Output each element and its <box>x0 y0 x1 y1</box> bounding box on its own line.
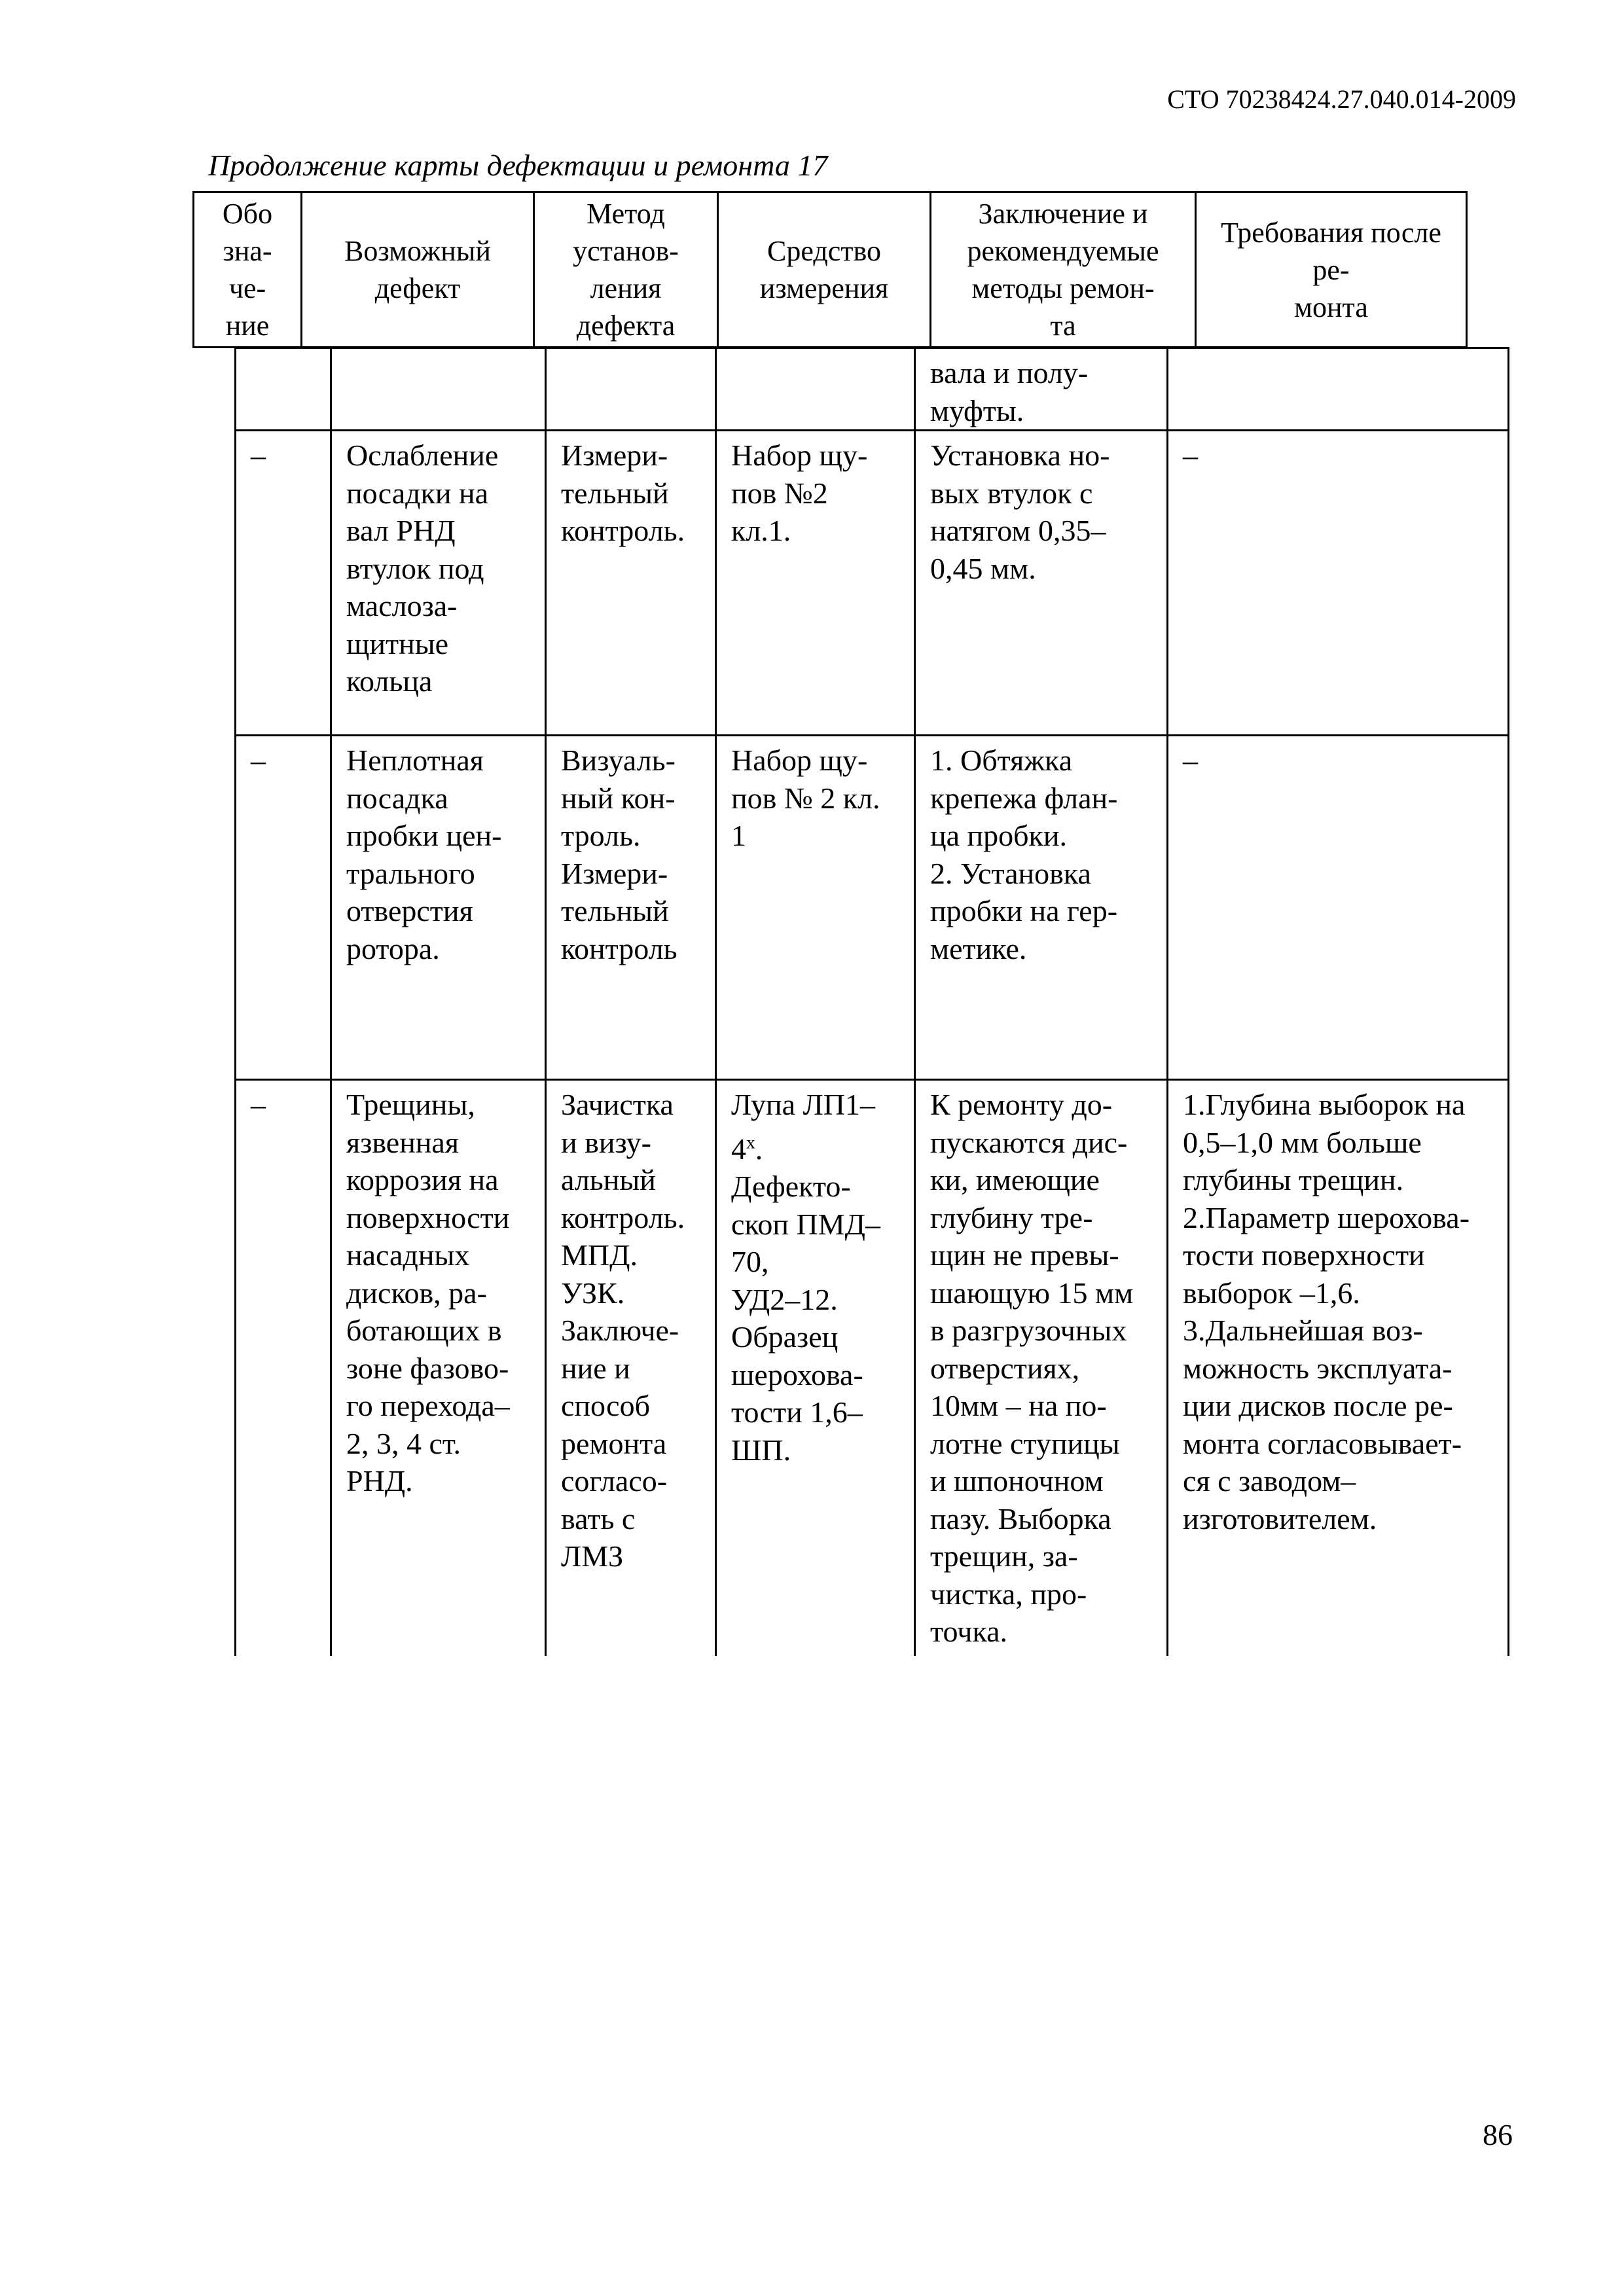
superscript: х <box>746 1132 755 1153</box>
method-cell: Зачистка и визу- альный контроль. МПД. УЗК. Заключе- ние и способ ремонта согласо- вать с ЛМЗ <box>546 1080 716 1656</box>
defect-cell <box>331 348 546 431</box>
column-header-defect: Возможный дефект <box>302 192 534 348</box>
document-code: СТО 70238424.27.040.014-2009 <box>1167 84 1516 114</box>
column-header-tool: Средство измерения <box>718 192 931 348</box>
method-cell <box>546 348 716 431</box>
requirements-cell: 1.Глубина выборок на 0,5–1,0 мм больше глубины трещин. 2.Параметр шерохова- тости поверхности выборок –1,6. 3.Дальнейшая воз- можность эксплуата- ции дисков после ре- монта согласовывает- ся с заводом– изготовителем. <box>1168 1080 1509 1656</box>
page-number: 86 <box>1483 2118 1513 2151</box>
conclusion-cell: 1. Обтяжка крепежа флан- ца пробки. 2. Установка пробки на гер- метике. <box>915 736 1168 1080</box>
tool-cell <box>716 348 915 431</box>
column-header-conclusion: Заключение и рекомендуемые методы ремон- та <box>931 192 1196 348</box>
table-row <box>236 1080 1509 1656</box>
column-header-method: Метод установ- ления дефекта <box>534 192 718 348</box>
method-cell: Измери- тельный контроль. <box>546 431 716 736</box>
conclusion-cell: Установка но- вых втулок с натягом 0,35– 0,45 мм. <box>915 431 1168 736</box>
table-caption: Продолжение карты дефектации и ремонта 17 <box>208 149 828 182</box>
defect-cell: Трещины, язвенная коррозия на поверхности насадных дисков, ра- ботающих в зоне фазово- го перехода– 2, 3, 4 ст. РНД. <box>331 1080 546 1656</box>
requirements-cell: – <box>1168 736 1509 1080</box>
defect-cell: Ослабление посадки на вал РНД втулок под маслоза- щитные кольца <box>331 431 546 736</box>
tool-cell: Набор щу- пов №2 кл.1. <box>716 431 915 736</box>
designation-cell: – <box>236 1080 331 1656</box>
designation-cell: – <box>236 431 331 736</box>
designation-cell: – <box>236 736 331 1080</box>
table-row <box>236 736 1509 1080</box>
defect-cell: Неплотная посадка пробки цен- трального отверстия ротора. <box>331 736 546 1080</box>
conclusion-cell: вала и полу- муфты. <box>915 348 1168 431</box>
conclusion-cell: К ремонту до- пускаются дис- ки, имеющие глубину тре- щин не превы- шающую 15 мм в разгрузочных отверстиях, 10мм – на по- лотне ступицы и шпоночном пазу. Выборка трещин, за- чистка, про- точка. <box>915 1080 1168 1656</box>
column-header-requirements: Требования после ре- монта <box>1196 192 1467 348</box>
table-header <box>192 191 1468 348</box>
designation-cell <box>236 348 331 431</box>
table-row <box>236 431 1509 736</box>
tool-cell: Набор щу- пов № 2 кл. 1 <box>716 736 915 1080</box>
requirements-cell <box>1168 348 1509 431</box>
requirements-cell: – <box>1168 431 1509 736</box>
table-row <box>236 348 1509 431</box>
method-cell: Визуаль- ный кон- троль. Измери- тельный контроль <box>546 736 716 1080</box>
tool-cell: Лупа ЛП1– $4^х$. Дефекто- скоп ПМД– 70, УД2–12. Образец шерохова- тости 1,6– ШП. <box>716 1080 915 1656</box>
defect-table <box>234 347 1509 1656</box>
column-header-designation: Обо зна- че- ние <box>194 192 302 348</box>
